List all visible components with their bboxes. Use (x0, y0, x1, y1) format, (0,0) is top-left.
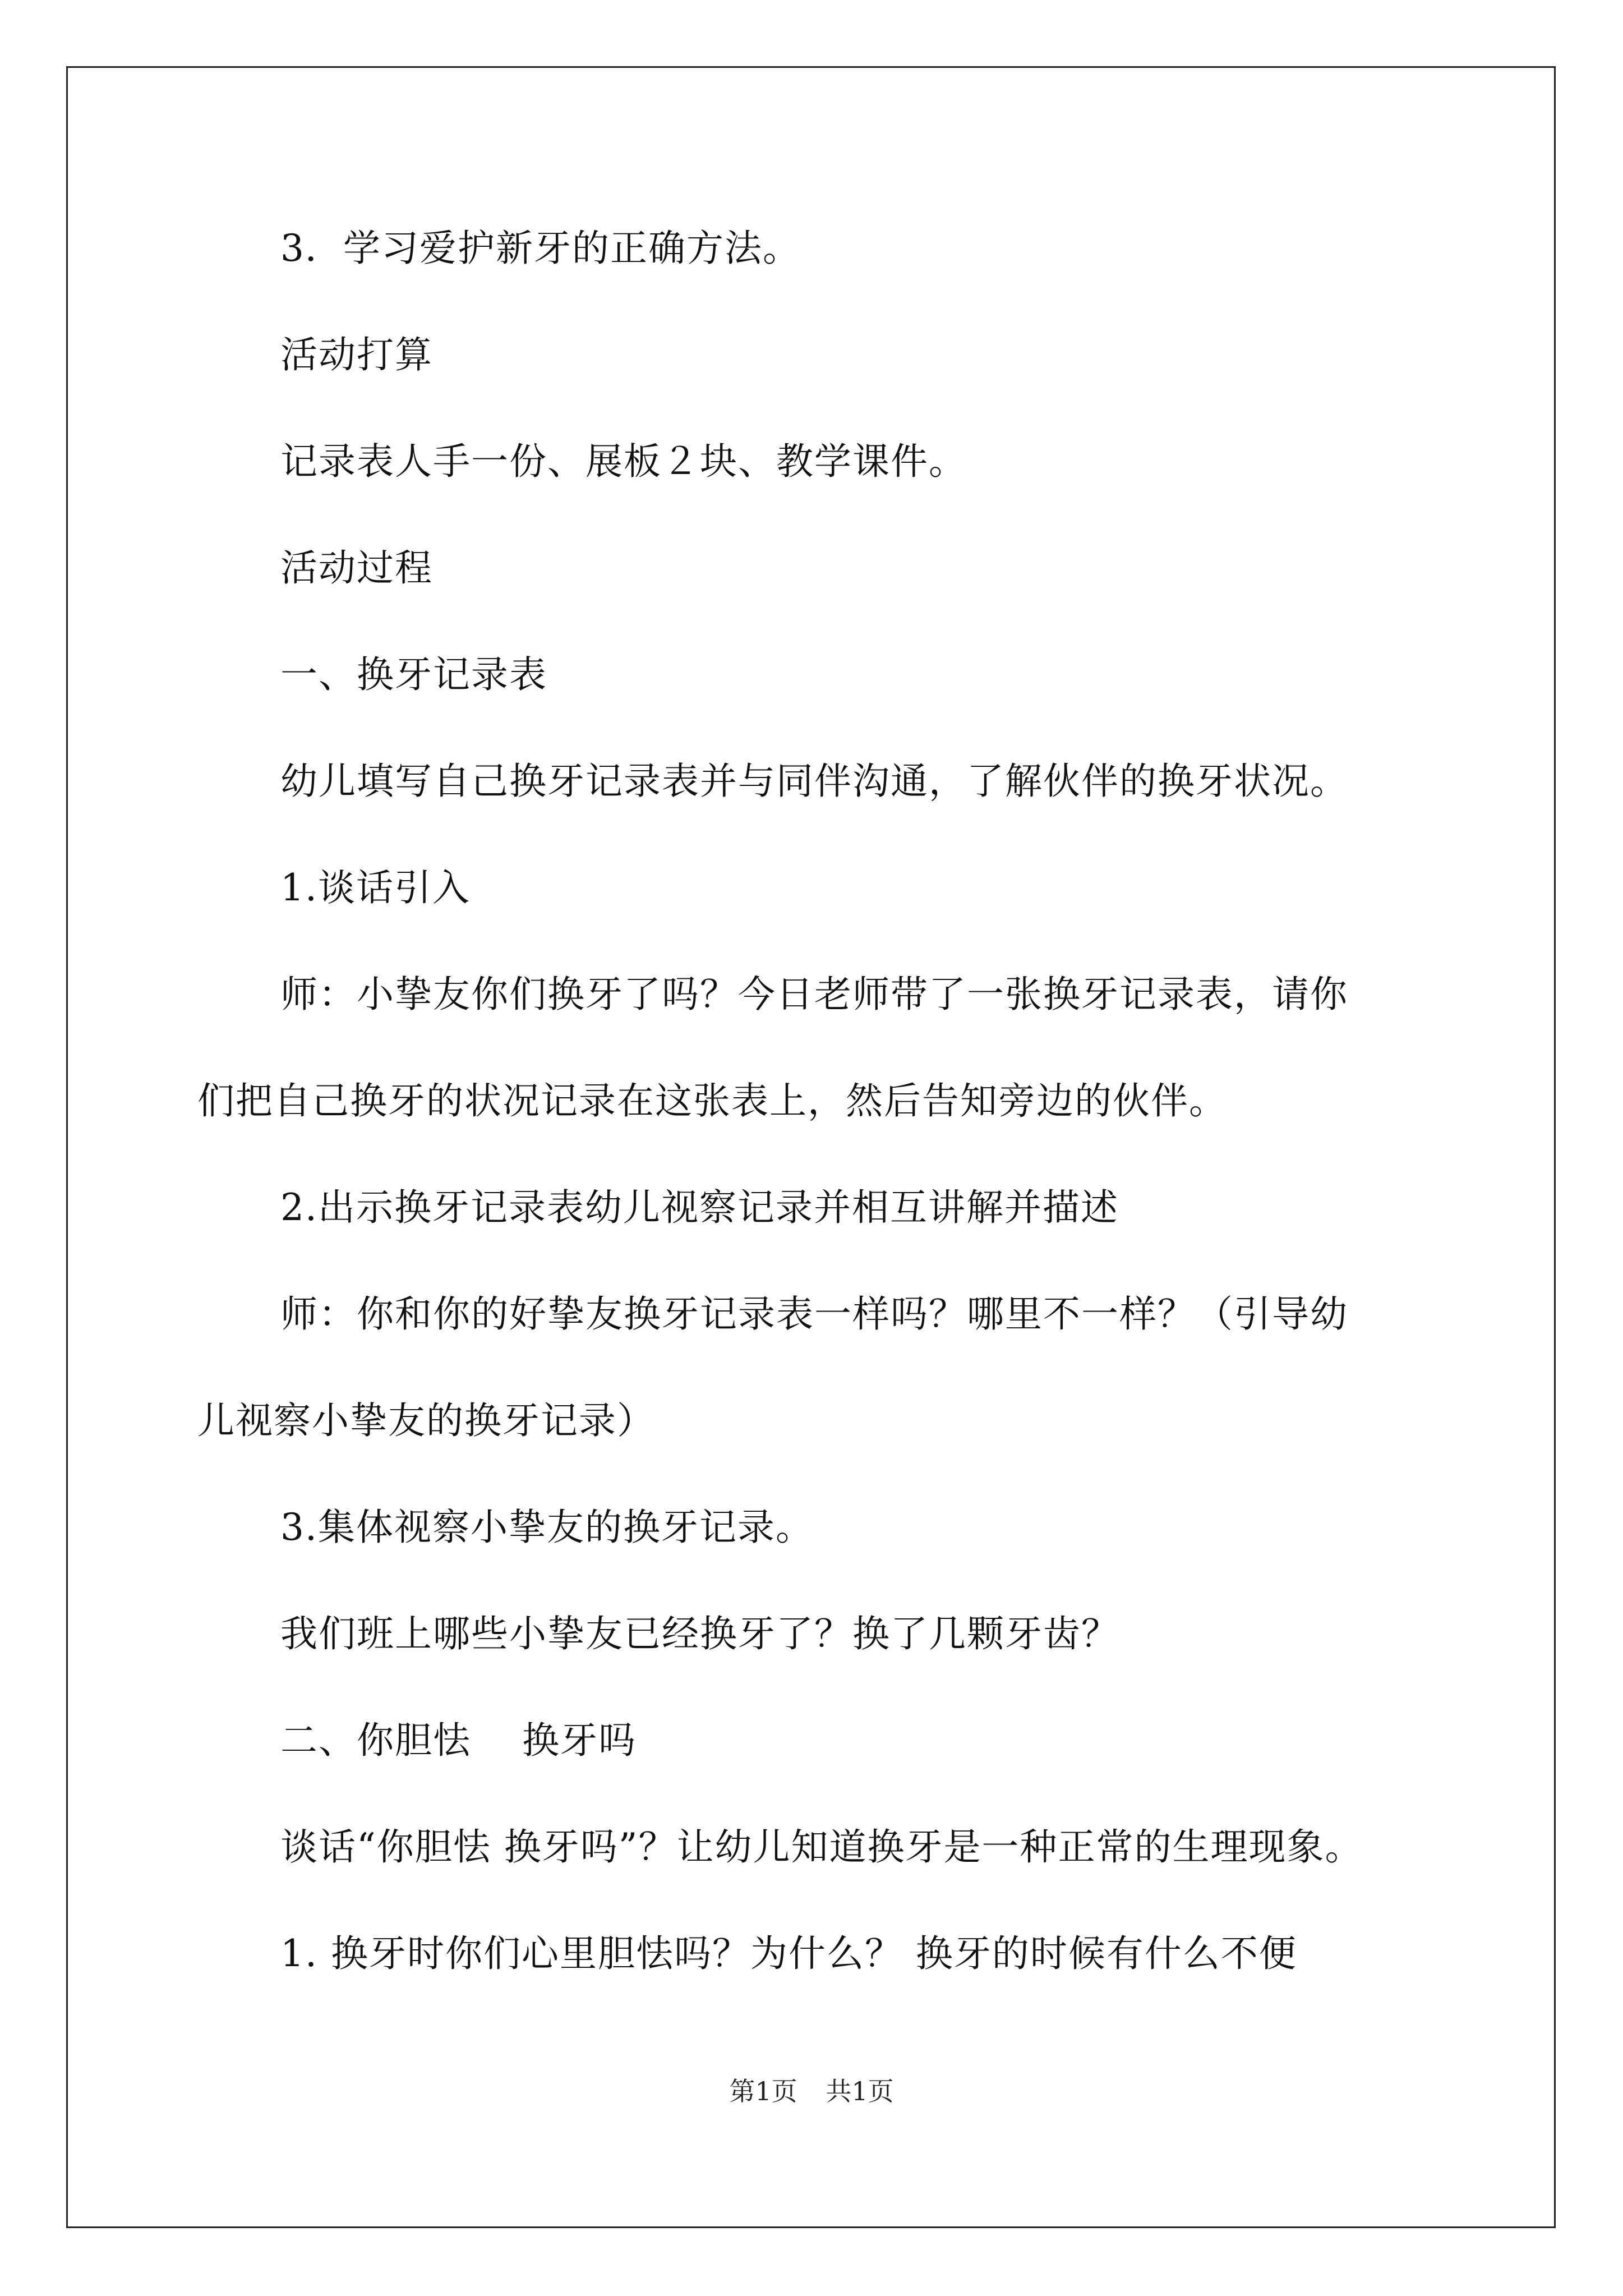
section-heading: 活动过程 (280, 546, 433, 590)
text-line: 1. 换牙时你们心里胆怯吗？为什么？ 换牙的时候有什么不便 (280, 1932, 1297, 1975)
text-line: 师：你和你的好挚友换牙记录表一样吗？哪里不一样？（引导幼 (280, 1292, 1348, 1336)
text-line: 谈话“你胆怯 换牙吗”？让幼儿知道换牙是一种正常的生理现象。 (280, 1825, 1363, 1869)
text-line: 师：小挚友你们换牙了吗？今日老师带了一张换牙记录表，请你 (280, 973, 1348, 1016)
text-line: 2.出示换牙记录表幼儿视察记录并相互讲解并描述 (280, 1186, 1119, 1229)
section-heading: 活动打算 (280, 333, 433, 376)
text-line: 3．学习爱护新牙的正确方法。 (280, 227, 801, 270)
text-line: 3.集体视察小挚友的换牙记录。 (280, 1506, 814, 1549)
section-heading: 二、你胆怯 换牙吗 (280, 1719, 637, 1762)
text-line: 儿视察小挚友的换牙记录） (197, 1399, 655, 1442)
page-number: 第1页 (729, 2076, 797, 2106)
text-line: 记录表人手一份、展板２块、教学课件。 (280, 440, 967, 483)
text-line: 们把自己换牙的状况记录在这张表上，然后告知旁边的伙伴。 (197, 1079, 1227, 1122)
section-heading: 一、换牙记录表 (280, 653, 547, 696)
text-line: 1.谈话引入 (280, 866, 471, 909)
text-line: 我们班上哪些小挚友已经换牙了？换了几颗牙齿？ (280, 1612, 1119, 1655)
text-line: 幼儿填写自己换牙记录表并与同伴沟通，了解伙伴的换牙状况。 (280, 760, 1348, 803)
page-total: 共1页 (826, 2076, 894, 2106)
page-border (66, 66, 1556, 2228)
page-footer (0, 2074, 1623, 2108)
